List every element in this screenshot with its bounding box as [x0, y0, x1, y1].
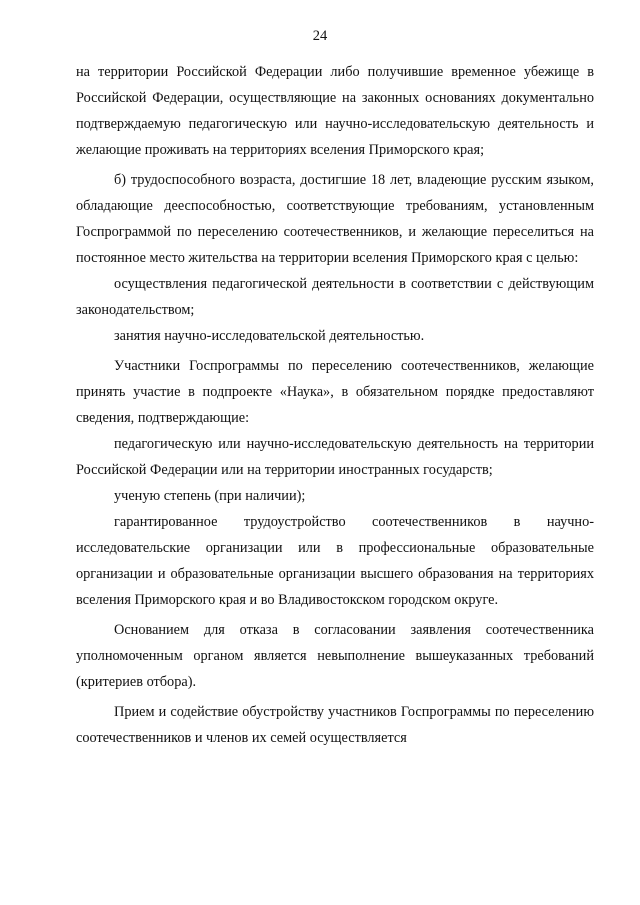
paragraph-reception: Прием и содействие обустройству участников Госпрограммы по переселению соотечественников и членов их семей осуществляется	[76, 704, 594, 746]
paragraph-employment: гарантированное трудоустройство соотечественников в научно-исследовательские организации или в профессиональные образовательные организации и образовательные организации высшего образования на территориях вселения Приморского края и во Владивостокском городском округе.	[76, 514, 594, 608]
paragraph-research: занятия научно-исследовательской деятельностью.	[114, 328, 425, 344]
document-body	[76, 59, 594, 751]
paragraph-refusal: Основанием для отказа в согласовании заявления соотечественника уполномоченным органом является невыполнение вышеуказанных требований (критериев отбора).	[76, 622, 594, 690]
paragraph-degree: ученую степень (при наличии);	[114, 488, 306, 504]
paragraph-participants: Участники Госпрограммы по переселению соотечественников, желающие принять участие в подпроекте «Наука», в обязательном порядке предоставляют сведения, подтверждающие:	[76, 358, 594, 426]
paragraph-activity: педагогическую или научно-исследовательскую деятельность на территории Российской Федерации или на территории иностранных государств;	[76, 436, 594, 478]
paragraph-continuation: на территории Российской Федерации либо получившие временное убежище в Российской Федерации, осуществляющие на законных основаниях документально подтверждаемую педагогическую или научно-исследовательскую деятельность и желающие проживать на территориях вселения Приморского края;	[76, 64, 594, 158]
page-number: 24	[312, 28, 328, 44]
paragraph-item-b: б) трудоспособного возраста, достигшие 18 лет, владеющие русским языком, обладающие дееспособностью, соответствующие требованиям, установленным Госпрограммой по переселению соотечественников, и желающие переселиться на постоянное место жительства на территории вселения Приморского края с целью:	[76, 172, 594, 266]
paragraph-pedagogical: осуществления педагогической деятельности в соответствии с действующим законодательством;	[76, 276, 594, 318]
